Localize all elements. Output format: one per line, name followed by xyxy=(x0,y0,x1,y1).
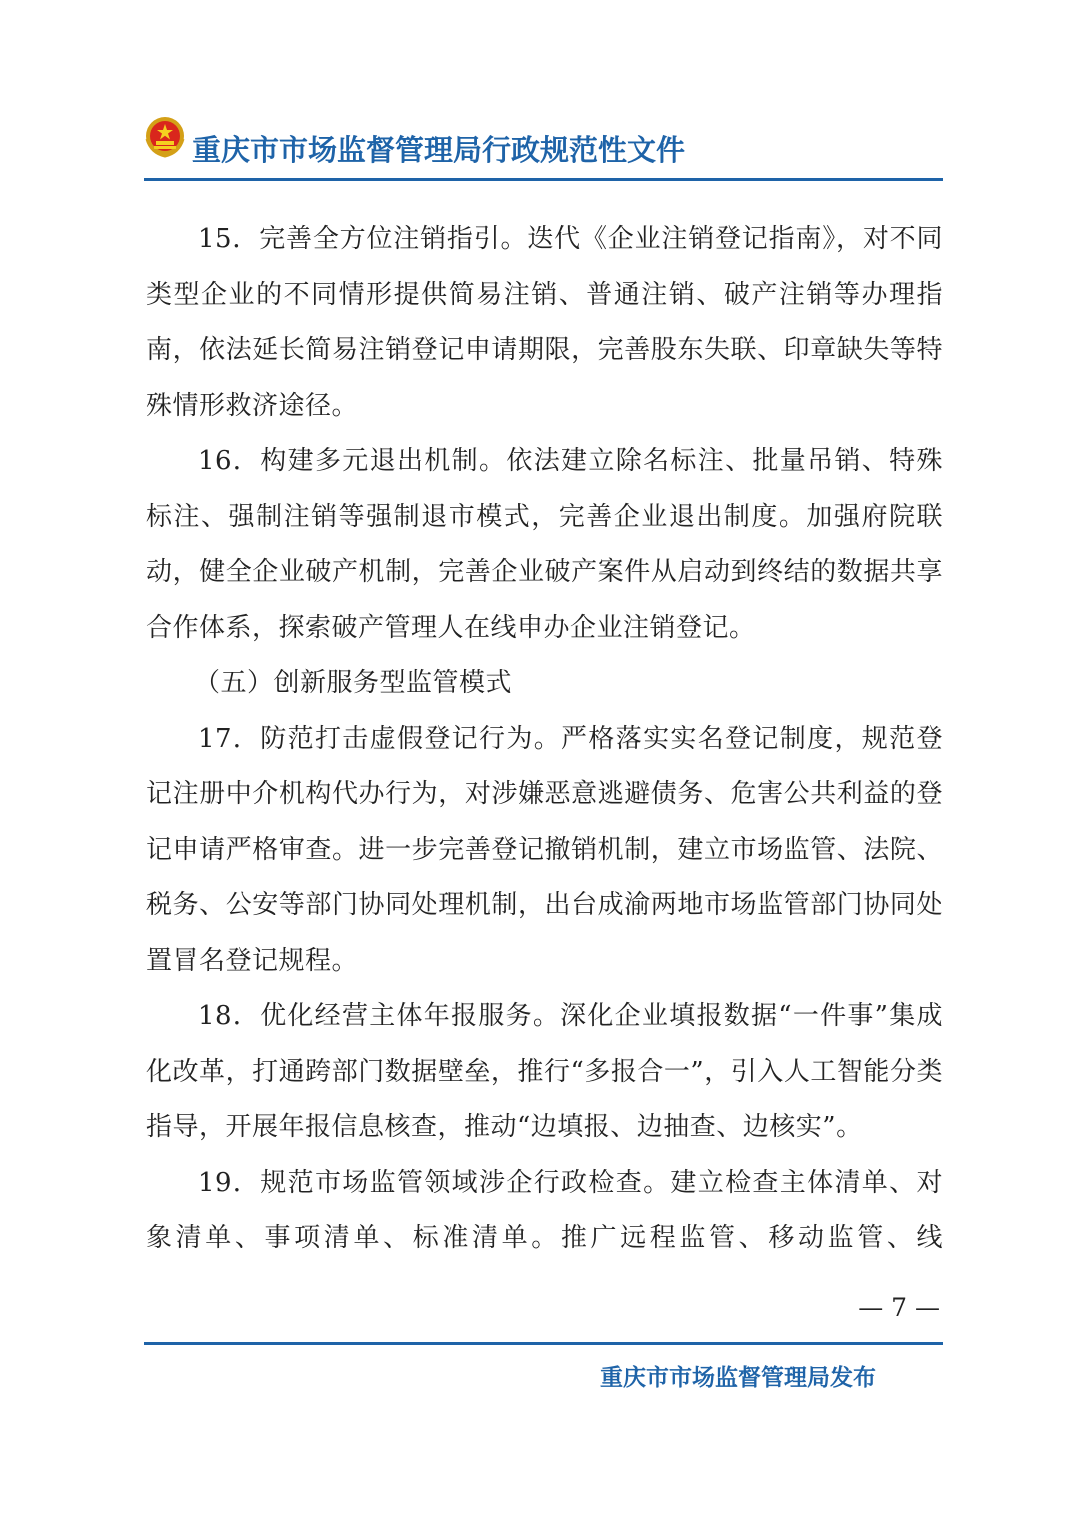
page-number: — 7 — xyxy=(858,1293,940,1322)
paragraph-item-18: 18．优化经营主体年报服务。深化企业填报数据“一件事”集成化改革，打通跨部门数据壁垒，推行“多报合一”，引入人工智能分类指导，开展年报信息核查，推动“边填报、边抽查、边核实”。 xyxy=(146,1001,943,1142)
footer-divider xyxy=(144,1342,943,1345)
national-emblem-icon xyxy=(143,115,187,159)
document-header-title: 重庆市市场监督管理局行政规范性文件 xyxy=(192,133,686,167)
publisher-footer: 重庆市市场监督管理局发布 xyxy=(600,1365,876,1391)
header-divider xyxy=(144,178,943,181)
paragraph-item-15: 15．完善全方位注销指引。迭代《企业注销登记指南》，对不同类型企业的不同情形提供简易注销、普通注销、破产注销等办理指南，依法延长简易注销登记申请期限，完善股东失联、印章缺失等特殊情形救济途径。 xyxy=(146,224,943,421)
document-body xyxy=(146,212,943,1267)
paragraph-item-19: 19．规范市场监管领域涉企行政检查。建立检查主体清单、对象清单、事项清单、标准清单。推广远程监管、移动监管、线 xyxy=(146,1167,943,1253)
section-heading: （五）创新服务型监管模式 xyxy=(194,668,513,698)
paragraph-item-17: 17．防范打击虚假登记行为。严格落实实名登记制度，规范登记注册中介机构代办行为，对涉嫌恶意逃避债务、危害公共利益的登记申请严格审查。进一步完善登记撤销机制，建立市场监管、法院、税务、公安等部门协同处理机制，出台成渝两地市场监管部门协同处置冒名登记规程。 xyxy=(146,723,943,976)
paragraph-item-16: 16．构建多元退出机制。依法建立除名标注、批量吊销、特殊标注、强制注销等强制退市模式，完善企业退出制度。加强府院联动，健全企业破产机制，完善企业破产案件从启动到终结的数据共享合作体系，探索破产管理人在线申办企业注销登记。 xyxy=(146,446,943,643)
